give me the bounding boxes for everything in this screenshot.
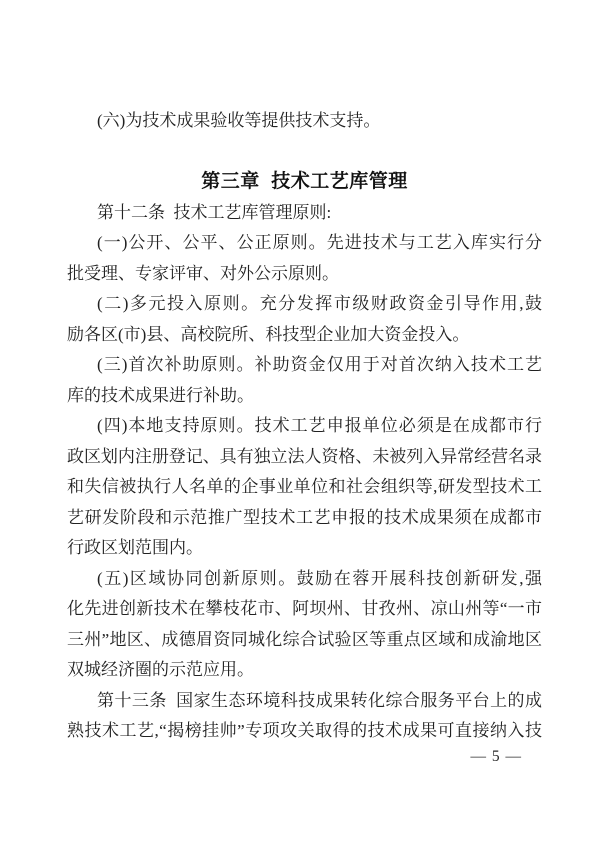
doc-line xyxy=(67,259,542,290)
doc-line xyxy=(67,350,542,381)
line-text: 政区划内注册登记、具有独立法人资格、未被列入异常经营名录 xyxy=(67,446,542,466)
line-text: (一)公开、公平、公正原则。先进技术与工艺入库实行分 xyxy=(97,233,544,252)
line-text: 和失信被执行人名单的企事业单位和社会组织等,研发型技术工 xyxy=(67,477,543,496)
line-text: 行政区划范围内。 xyxy=(67,538,203,557)
line-text: (四)本地支持原则。技术工艺申报单位必须是在成都市行 xyxy=(97,416,544,435)
doc-line xyxy=(67,381,542,412)
doc-line xyxy=(67,106,542,137)
doc-line xyxy=(67,686,542,717)
line-text: 双城经济圈的示范应用。 xyxy=(67,660,254,679)
doc-line xyxy=(67,503,542,534)
line-text: 三州”地区、成德眉资同城化综合试验区等重点区域和成渝地区 xyxy=(67,629,543,649)
doc-line xyxy=(67,716,542,747)
line-text: 第三章 技术工艺库管理 xyxy=(201,171,408,192)
doc-line xyxy=(67,472,542,503)
doc-line xyxy=(67,625,542,656)
doc-line xyxy=(67,228,542,259)
line-text: 第十三条 国家生态环境科技成果转化综合服务平台上的成 xyxy=(97,690,543,710)
line-text: (六)为技术成果验收等提供技术支持。 xyxy=(97,111,381,130)
line-text: 艺研发阶段和示范推广型技术工艺申报的技术成果须在成都市 xyxy=(67,507,543,527)
line-text: (二)多元投入原则。充分发挥市级财政资金引导作用,鼓 xyxy=(97,294,544,313)
doc-line xyxy=(67,289,542,320)
document-body xyxy=(67,106,542,747)
doc-line xyxy=(67,320,542,351)
doc-line xyxy=(67,533,542,564)
line-text: (三)首次补助原则。补助资金仅用于对首次纳入技术工艺 xyxy=(97,355,544,374)
line-text: 第十二条 技术工艺库管理原则: xyxy=(97,202,332,222)
line-text: 熟技术工艺,“揭榜挂帅”专项攻关取得的技术成果可直接纳入技 xyxy=(67,721,543,740)
doc-line xyxy=(67,564,542,595)
line-text: (五)区域协同创新原则。鼓励在蓉开展科技创新研发,强 xyxy=(97,568,544,588)
doc-line xyxy=(67,655,542,686)
line-text: 化先进创新技术在攀枝花市、阿坝州、甘孜州、凉山州等“一市 xyxy=(67,599,543,618)
blank-line xyxy=(67,137,542,168)
doc-line xyxy=(67,442,542,473)
page-number: — 5 — xyxy=(470,748,522,765)
line-text: 励各区(市)县、高校院所、科技型企业加大资金投入。 xyxy=(67,324,470,344)
line-text: 批受理、专家评审、对外公示原则。 xyxy=(67,263,339,283)
doc-line xyxy=(67,198,542,229)
line-text: 库的技术成果进行补助。 xyxy=(67,385,254,405)
chapter-heading xyxy=(67,167,542,198)
doc-line xyxy=(67,411,542,442)
doc-line xyxy=(67,594,542,625)
